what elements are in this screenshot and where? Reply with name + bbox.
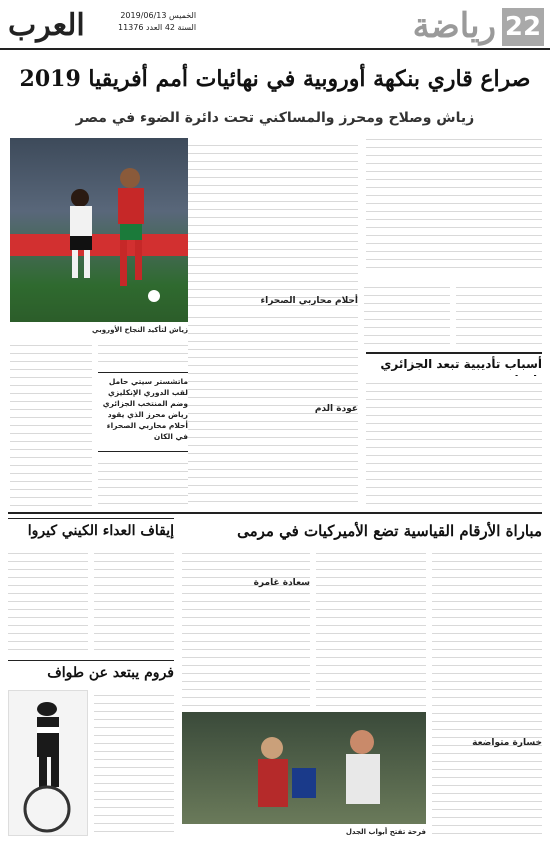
article-text-col xyxy=(94,688,174,836)
brief-title-froome: فروم يبتعد عن طواف xyxy=(47,665,174,681)
article-text-col xyxy=(188,138,358,322)
article-text-col xyxy=(98,338,188,368)
article-text-col xyxy=(10,338,92,506)
issue-info xyxy=(118,10,196,34)
article-text-col xyxy=(432,546,542,836)
article-text-col xyxy=(316,546,426,706)
article-text-col xyxy=(98,456,188,506)
football-player-photo xyxy=(10,138,188,322)
subhead-modest-loss: خسارة متواضعة xyxy=(472,738,542,748)
masthead xyxy=(0,0,550,50)
newspaper-logo: العرب xyxy=(8,8,85,43)
photo-caption: زياش لتأكيد النجاح الأوروبي xyxy=(91,326,188,334)
cyclist-photo xyxy=(8,690,88,836)
box-rule xyxy=(366,352,542,354)
issue-date: الخميس 2019/06/13 xyxy=(120,11,197,20)
article-intro-lines xyxy=(366,132,542,272)
section-divider xyxy=(8,512,542,514)
main-subhead: زياش وصلاح ومحرز والمساكني تحت دائرة الضوء في مصر xyxy=(75,110,475,126)
article-text-col xyxy=(364,280,450,350)
box-title: أسباب تأديبية تبعد الجزائري xyxy=(380,357,542,371)
article-text-col xyxy=(456,280,542,350)
issue-number: السنة 42 العدد 11376 xyxy=(118,23,197,32)
article-text-col xyxy=(94,546,174,656)
brief-rule xyxy=(8,660,174,661)
box-text xyxy=(366,376,542,506)
article-text-col xyxy=(182,546,310,706)
brief-rule xyxy=(8,518,174,519)
pull-quote: ماتشستر سيتي حامل لقب الدوري الإنكليزي وضم المنتخب الجزائري رياض محرز الذي يقود أحلام محاربي الصحراء في الكان xyxy=(98,372,188,452)
women-photo-caption: فرحة تفتح أبواب الجدل xyxy=(345,828,426,836)
subhead-blood-return: عودة الدم xyxy=(314,404,358,414)
article-text-col xyxy=(8,546,88,656)
section-title: رياضة xyxy=(412,6,496,46)
subhead-great-joy: سعادة غامرة xyxy=(253,578,310,588)
subhead-desert-warriors: أحلام محاربي الصحراء xyxy=(260,296,358,306)
main-headline: صراع قاري بنكهة أوروبية في نهائيات أمم أفريقيا 2019 xyxy=(19,66,531,92)
page-number: 22 xyxy=(502,8,544,46)
brief-title-keiroa: إيقاف العداء الكيني كيروا xyxy=(27,523,174,539)
lower-article-title: مباراة الأرقام القياسية تضع الأميركيات في مرمى xyxy=(237,522,542,540)
women-football-photo xyxy=(182,712,426,824)
